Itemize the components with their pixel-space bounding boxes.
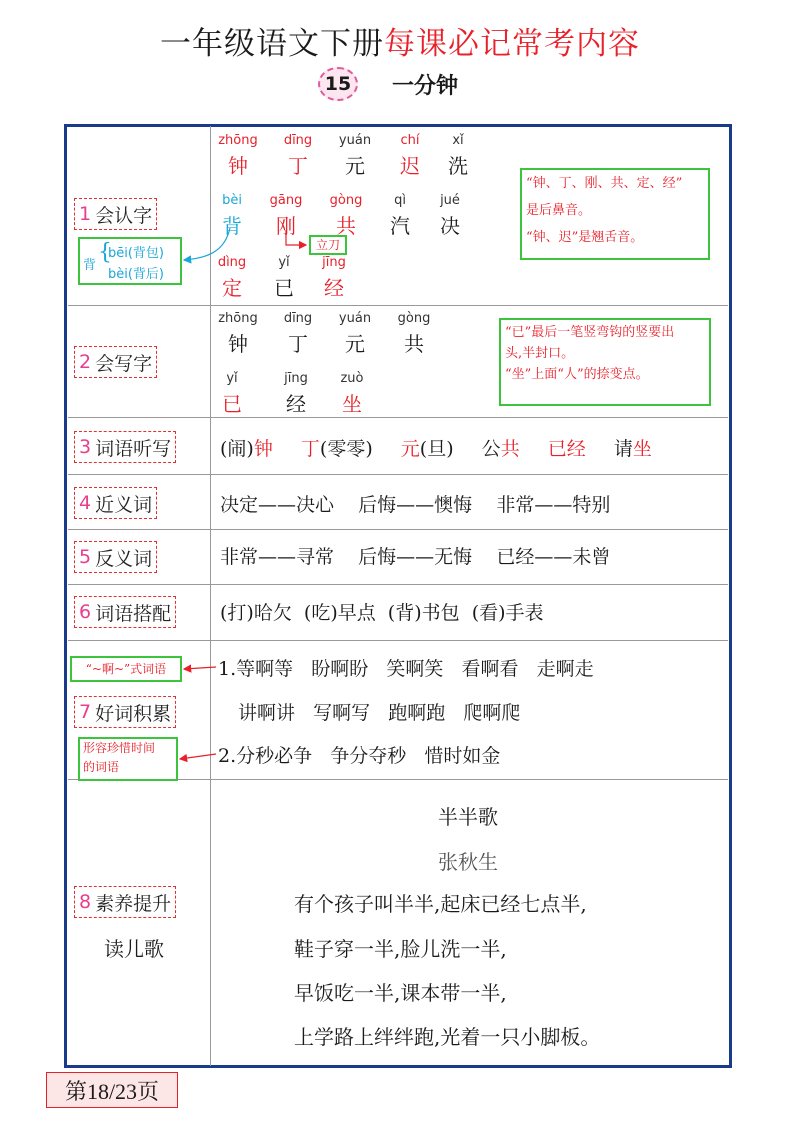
section-title: 词语搭配 [95, 602, 172, 625]
hanzi: 刚 [276, 214, 296, 238]
note-line: 是后鼻音。 [526, 203, 592, 218]
poem-author: 张秋生 [438, 850, 498, 874]
hanzi: 背 [222, 214, 242, 238]
hanzi: 元 [345, 154, 365, 178]
note-line: “钟、迟”是翘舌音。 [526, 230, 644, 245]
note-line: “坐”上面“人”的捺变点。 [505, 367, 649, 382]
word-part: 共 [500, 438, 520, 460]
section-number: 3 [79, 436, 92, 458]
section-title: 会认字 [95, 204, 153, 227]
word-part: 钟 [253, 438, 273, 460]
section-title: 反义词 [95, 547, 153, 570]
good-words-line-1: 1.等啊等 盼啊盼 笑啊笑 看啊看 走啊走 [218, 658, 594, 680]
pinyin: zuò [340, 371, 364, 386]
poem-line: 上学路上绊绊跑,光着一只小脚板。 [294, 1025, 601, 1049]
hanzi: 丁 [288, 154, 308, 178]
title-red: 每课必记常考内容 [384, 26, 640, 62]
pinyin: jīng [284, 371, 308, 386]
lesson-name: 一分钟 [392, 73, 459, 99]
tag-arrow-2 [180, 754, 216, 759]
note-line: 头,半封口。 [505, 346, 575, 361]
hanzi: 汽 [390, 214, 410, 238]
tag-a-a-words: “~啊~”式词语 [70, 656, 182, 682]
pinyin: zhōng [218, 311, 258, 326]
hanzi: 坐 [342, 392, 362, 416]
hanzi: 洗 [448, 154, 468, 178]
section-title: 素养提升 [95, 892, 172, 915]
pinyin: yǐ [226, 371, 238, 386]
brace-icon: { [98, 240, 112, 265]
note-line: “已”最后一笔竖弯钩的竖要出 [505, 325, 675, 340]
poem-line: 早饭吃一半,课本带一半, [294, 981, 507, 1005]
section-number: 2 [79, 351, 92, 373]
word-part: (闹) [220, 438, 254, 460]
poem-line: 有个孩子叫半半,起床已经七点半, [294, 892, 587, 916]
polyphone-char: 背 [83, 258, 97, 273]
section-title: 近义词 [95, 493, 153, 516]
page-indicator: 第18/23页 [46, 1072, 178, 1108]
pinyin: dīng [283, 133, 313, 148]
pinyin: chí [400, 133, 420, 148]
poem-title: 半半歌 [438, 805, 498, 829]
word-part: 公 [481, 438, 501, 460]
section-number: 5 [79, 546, 92, 568]
hanzi: 迟 [400, 154, 420, 178]
lesson-number-badge: 15 [318, 67, 358, 101]
pinyin: jīng [322, 255, 346, 270]
radical-note: 立刀 [309, 235, 347, 255]
title-black: 一年级语文下册 [160, 26, 384, 62]
pinyin: yǐ [278, 255, 290, 270]
word-part: 已经 [547, 438, 586, 460]
polyphone-reading-1: bēi(背包) [108, 246, 165, 261]
synonyms: 决定——决心 后悔——懊悔 非常——特别 [220, 494, 611, 516]
hanzi: 决 [440, 214, 460, 238]
pinyin: jué [440, 193, 460, 208]
word-part: 请 [613, 438, 633, 460]
antonyms: 非常——寻常 后悔——无悔 已经——未曾 [220, 546, 611, 568]
section-number: 7 [79, 701, 92, 723]
tag-line: 的词语 [83, 760, 120, 774]
polyphone-arrow [184, 228, 230, 260]
poem-line: 鞋子穿一半,脸儿洗一半, [294, 937, 507, 961]
note-line: “钟、丁、刚、共、定、经” [526, 176, 683, 191]
section-8-sublabel: 读儿歌 [104, 937, 164, 961]
word-part: (零零) [319, 438, 373, 460]
good-words-line-3: 2.分秒必争 争分夺秒 惜时如金 [218, 745, 501, 767]
section-number: 8 [79, 891, 92, 913]
hanzi: 经 [324, 276, 344, 300]
pinyin: bèi [222, 193, 242, 208]
hanzi: 定 [222, 276, 242, 300]
pinyin: zhōng [218, 133, 258, 148]
word-part: (旦) [419, 438, 454, 460]
collocations: (打)哈欠 (吃)早点 (背)书包 (看)手表 [220, 602, 544, 624]
radical-arrow [286, 230, 306, 245]
hanzi: 丁 [288, 332, 308, 356]
hanzi: 共 [336, 214, 356, 238]
hanzi: 元 [345, 332, 365, 356]
word-part: 坐 [632, 438, 652, 460]
pinyin: dìng [217, 255, 247, 270]
hanzi: 钟 [228, 332, 248, 356]
pinyin: xǐ [452, 133, 464, 148]
pinyin: gòng [397, 311, 431, 326]
pinyin: yuán [338, 311, 372, 326]
pinyin: qì [394, 193, 406, 208]
pinyin: yuán [338, 133, 372, 148]
hanzi: 已 [274, 276, 294, 300]
section-number: 4 [79, 492, 92, 514]
section-title: 会写字 [95, 352, 153, 375]
tag-arrow-1 [184, 667, 216, 669]
word-part: 元 [400, 438, 420, 460]
section-title: 词语听写 [95, 437, 172, 460]
pinyin: gāng [269, 193, 303, 208]
hanzi: 共 [404, 332, 424, 356]
word-part: 丁 [300, 438, 320, 460]
section-number: 6 [79, 601, 92, 623]
hanzi: 经 [286, 392, 306, 416]
section-title: 好词积累 [95, 702, 172, 725]
tag-line: 形容珍惜时间 [83, 741, 156, 755]
polyphone-reading-2: bèi(背后) [108, 267, 165, 282]
pinyin: gòng [329, 193, 363, 208]
pinyin: dīng [283, 311, 313, 326]
good-words-line-2: 讲啊讲 写啊写 跑啊跑 爬啊爬 [238, 702, 521, 724]
hanzi: 钟 [228, 154, 248, 178]
section-number: 1 [79, 203, 92, 225]
hanzi: 已 [222, 392, 242, 416]
